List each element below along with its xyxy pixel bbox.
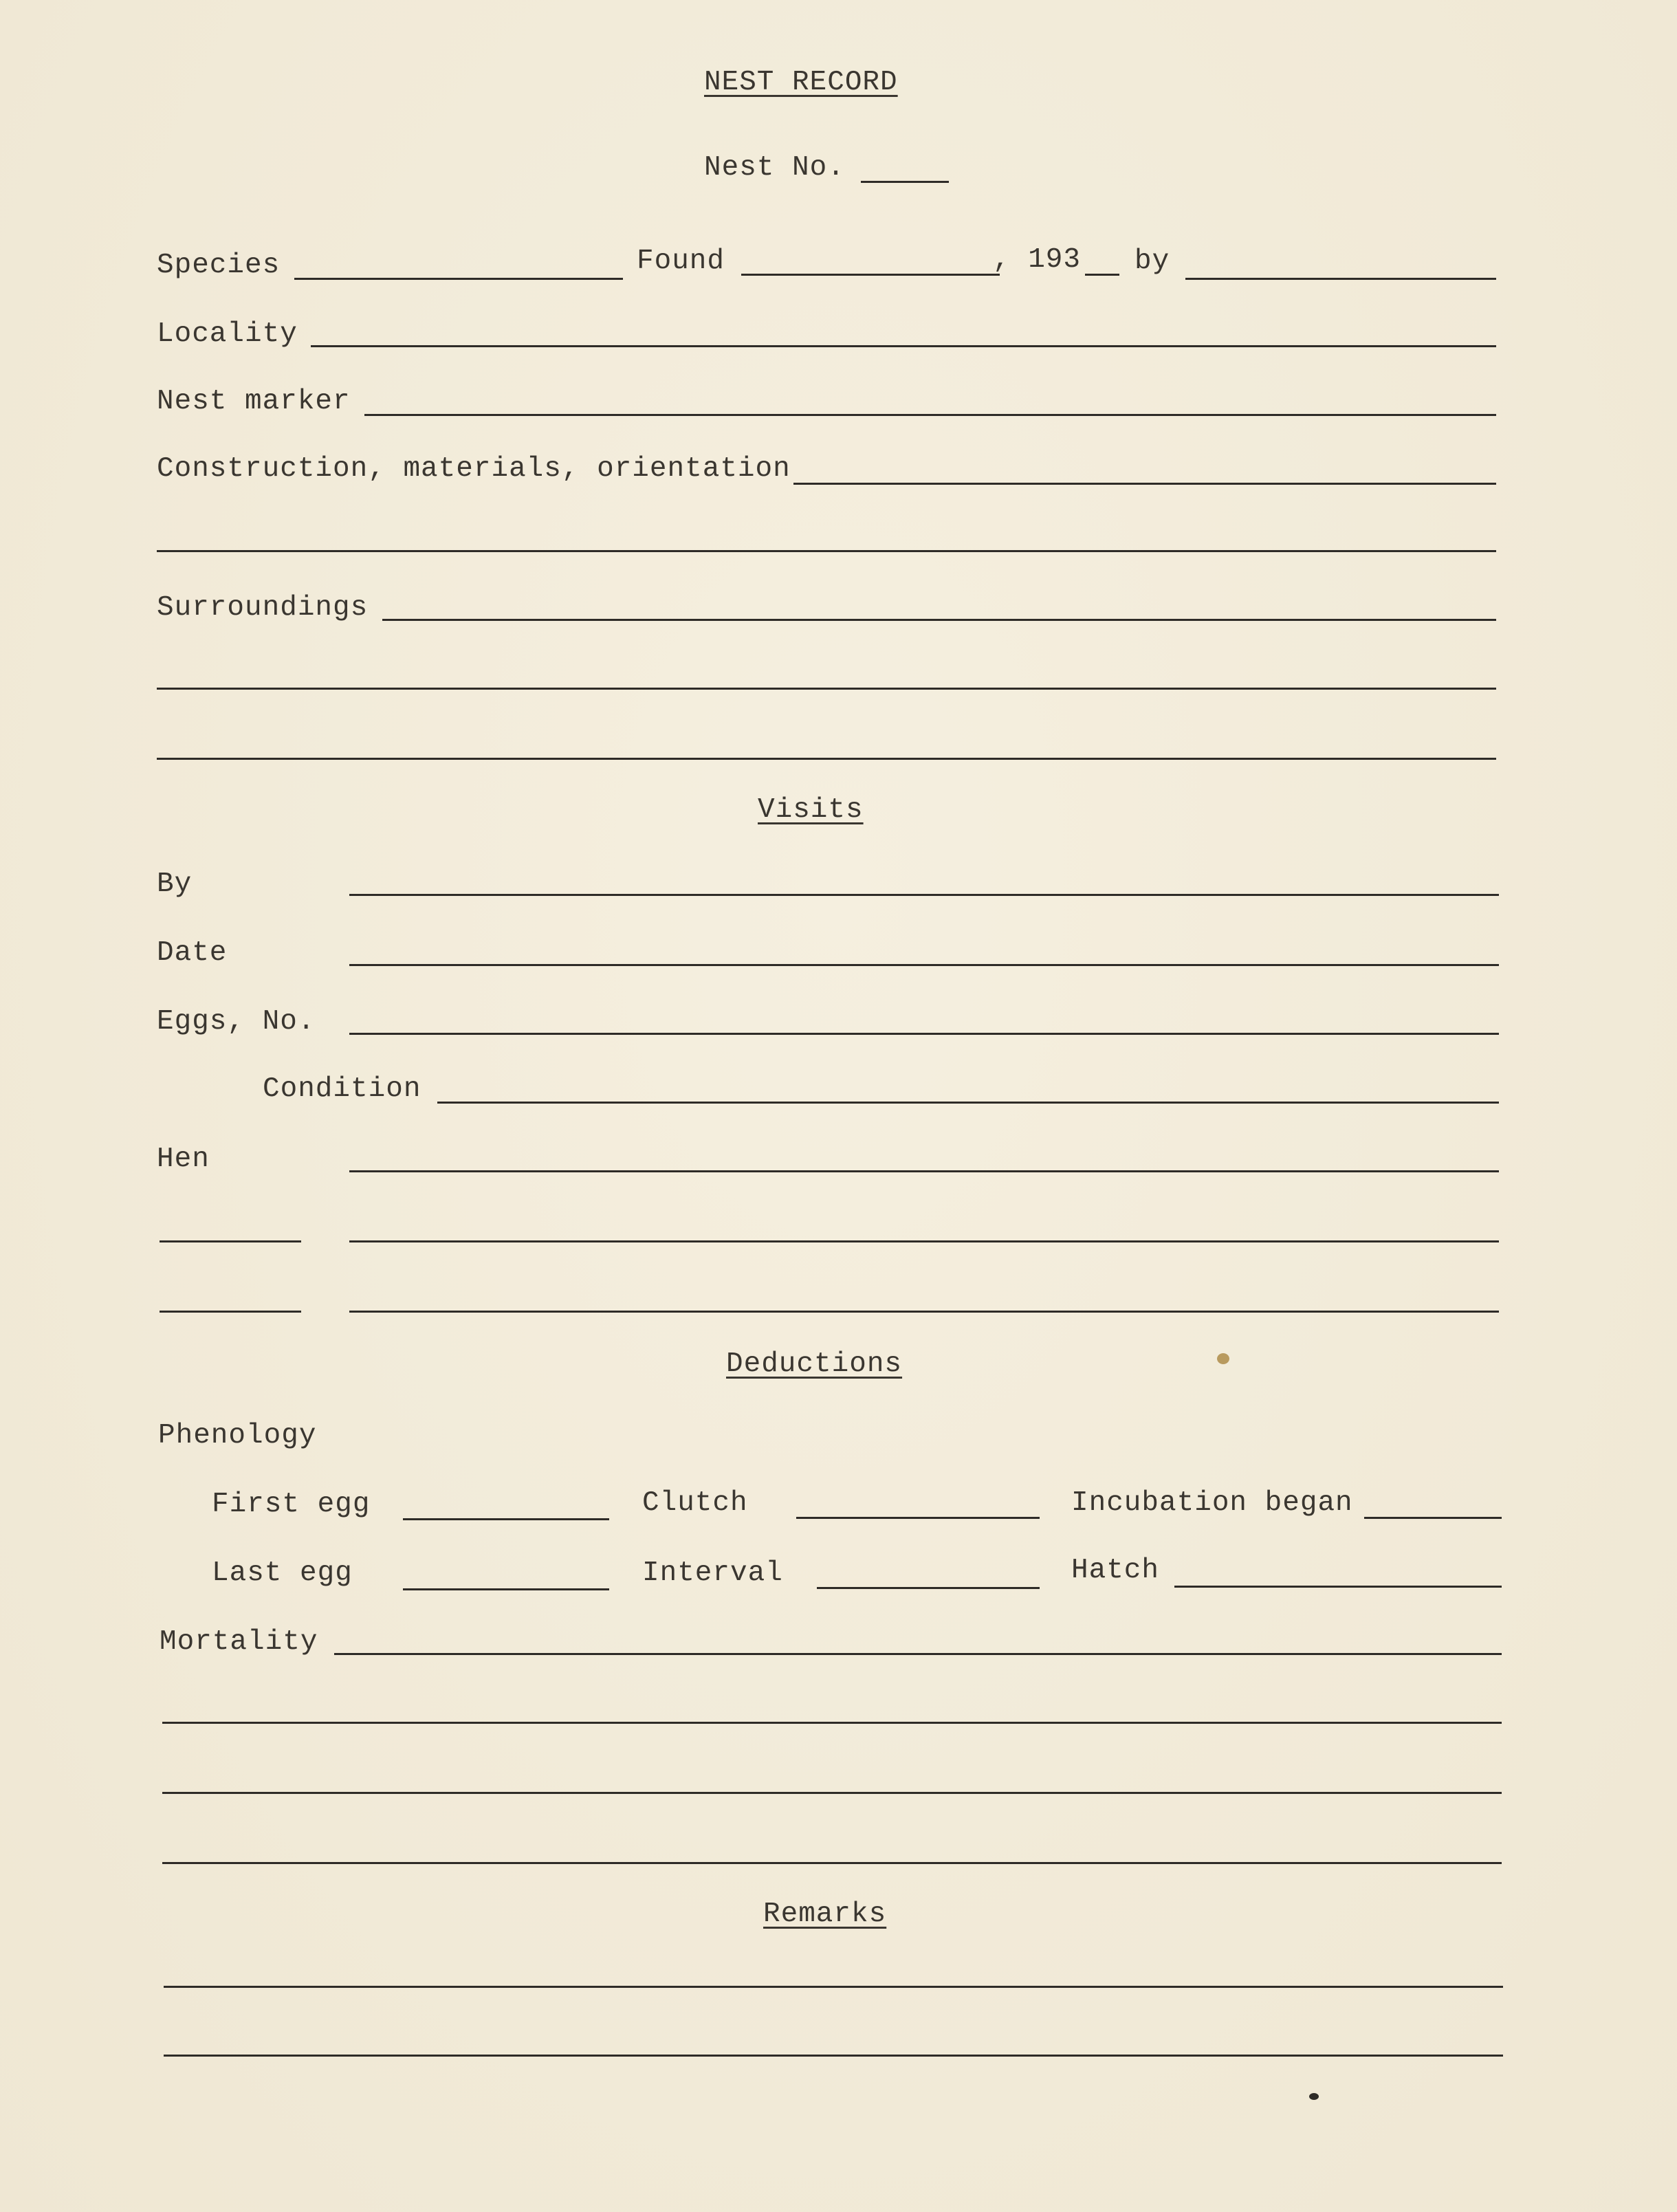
ink-spot — [1217, 1353, 1229, 1364]
last-egg-label: Last egg — [212, 1557, 353, 1589]
eggs-no-field[interactable] — [349, 1033, 1499, 1035]
construction-field-line-2[interactable] — [157, 550, 1496, 552]
visits-heading: Visits — [758, 794, 864, 826]
found-by-label: by — [1135, 245, 1170, 277]
mortality-field[interactable] — [334, 1653, 1502, 1655]
extra-value-field-1[interactable] — [349, 1240, 1499, 1242]
surroundings-field-line-3[interactable] — [157, 758, 1496, 760]
mortality-label: Mortality — [160, 1626, 318, 1658]
remarks-field-line-1[interactable] — [164, 1986, 1503, 1988]
nest-no-field[interactable] — [861, 181, 949, 183]
hatch-field[interactable] — [1174, 1586, 1502, 1588]
surroundings-label: Surroundings — [157, 592, 369, 624]
locality-field[interactable] — [311, 345, 1496, 347]
first-egg-label: First egg — [212, 1489, 371, 1520]
species-field[interactable] — [294, 278, 623, 280]
species-label: Species — [157, 250, 281, 281]
deductions-heading: Deductions — [726, 1348, 903, 1380]
visit-date-field[interactable] — [349, 964, 1499, 966]
found-date-field[interactable] — [741, 274, 1000, 276]
ink-spot — [1309, 2093, 1319, 2100]
construction-label: Construction, materials, orientation — [157, 453, 791, 485]
extra-label-field-2[interactable] — [160, 1311, 301, 1313]
incubation-began-label: Incubation began — [1071, 1487, 1353, 1519]
found-by-field[interactable] — [1185, 278, 1496, 280]
last-egg-field[interactable] — [403, 1588, 609, 1590]
visit-by-field[interactable] — [349, 894, 1499, 896]
year-field[interactable] — [1085, 274, 1119, 276]
clutch-field[interactable] — [796, 1517, 1040, 1519]
form-title: NEST RECORD — [704, 67, 898, 98]
clutch-label: Clutch — [642, 1487, 748, 1519]
surroundings-field[interactable] — [382, 619, 1496, 621]
incubation-began-field[interactable] — [1364, 1517, 1502, 1519]
visit-by-label: By — [157, 868, 193, 900]
surroundings-field-line-2[interactable] — [157, 688, 1496, 690]
locality-label: Locality — [157, 318, 298, 350]
remarks-heading: Remarks — [763, 1898, 887, 1930]
interval-field[interactable] — [817, 1587, 1040, 1589]
egg-condition-label: Condition — [263, 1073, 421, 1105]
extra-label-field-1[interactable] — [160, 1240, 301, 1242]
year-prefix: , 193 — [993, 244, 1082, 276]
extra-value-field-2[interactable] — [349, 1311, 1499, 1313]
hen-label: Hen — [157, 1143, 210, 1175]
mortality-field-line-3[interactable] — [162, 1792, 1502, 1794]
first-egg-field[interactable] — [403, 1518, 609, 1520]
remarks-field-line-2[interactable] — [164, 2055, 1503, 2057]
nest-marker-field[interactable] — [364, 414, 1496, 416]
hatch-label: Hatch — [1071, 1555, 1160, 1586]
eggs-no-label: Eggs, No. — [157, 1006, 316, 1038]
found-label: Found — [637, 245, 725, 277]
interval-label: Interval — [642, 1557, 783, 1589]
nest-marker-label: Nest marker — [157, 386, 351, 417]
nest-no-label: Nest No. — [704, 152, 845, 184]
visit-date-label: Date — [157, 937, 228, 969]
mortality-field-line-2[interactable] — [162, 1722, 1502, 1724]
hen-field[interactable] — [349, 1170, 1499, 1172]
phenology-label: Phenology — [158, 1420, 317, 1452]
mortality-field-line-4[interactable] — [162, 1862, 1502, 1864]
construction-field[interactable] — [793, 483, 1496, 485]
egg-condition-field[interactable] — [437, 1102, 1499, 1104]
